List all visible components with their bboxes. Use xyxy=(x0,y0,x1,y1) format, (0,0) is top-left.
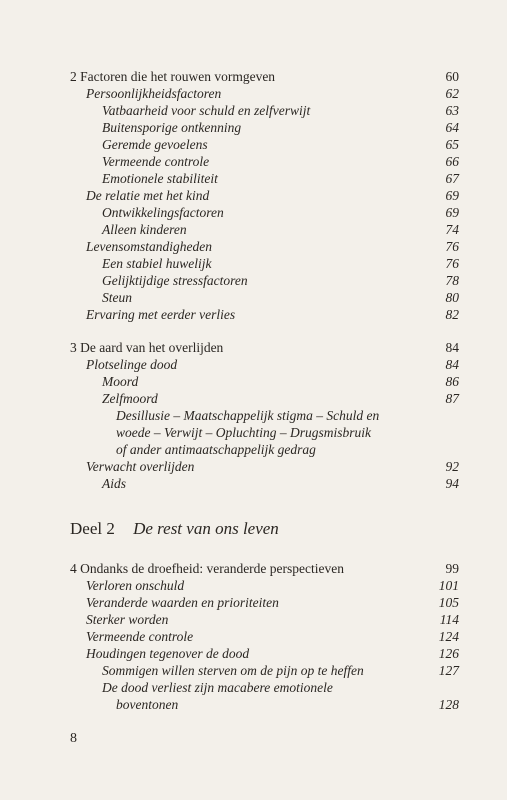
toc-entry: Ontwikkelingsfactoren 69 xyxy=(102,205,459,220)
toc-entry: Aids 94 xyxy=(102,476,459,491)
toc-entry: Vermeende controle 66 xyxy=(102,154,459,169)
toc-entry: Ervaring met eerder verlies 82 xyxy=(86,307,459,322)
toc-entry: Veranderde waarden en prioriteiten 105 xyxy=(86,595,459,610)
toc-entry: Steun 80 xyxy=(102,290,459,305)
toc-entry: Vermeende controle 124 xyxy=(86,629,459,644)
part-number: Deel 2 xyxy=(70,519,115,538)
toc-entry-continuation: boventonen 128 xyxy=(116,697,459,712)
toc-entry: De dood verliest zijn macabere emotionele xyxy=(102,680,333,695)
part-heading xyxy=(70,518,279,540)
page-number: 84 xyxy=(445,340,459,355)
toc-subtopics-line: Desillusie – Maatschappelijk stigma – Schuld en xyxy=(116,408,380,423)
toc-subtopics-line: woede – Verwijt – Opluchting – Drugsmisbruik xyxy=(116,425,371,440)
toc-entry: Buitensporige ontkenning 64 xyxy=(102,120,459,135)
toc-entry: Verwacht overlijden 92 xyxy=(86,459,459,474)
toc-entry: Gelijktijdige stressfactoren 78 xyxy=(102,273,459,288)
part-title: De rest van ons leven xyxy=(133,519,279,538)
toc-entry: Een stabiel huwelijk 76 xyxy=(102,256,459,271)
page-folio: 8 xyxy=(70,731,77,746)
toc-entry: Geremde gevoelens 65 xyxy=(102,137,459,152)
toc-chapter-3 xyxy=(0,339,507,356)
chapter-title: 3 De aard van het overlijden xyxy=(70,340,224,355)
toc-chapter-2 xyxy=(0,68,507,85)
toc-entry: Moord 86 xyxy=(102,374,459,389)
toc-entry: Persoonlijkheidsfactoren 62 xyxy=(86,86,459,101)
page-number: 99 xyxy=(445,561,459,576)
toc-entry: Houdingen tegenover de dood 126 xyxy=(86,646,459,661)
toc-subtopics-line: of ander antimaatschappelijk gedrag xyxy=(116,442,316,457)
page-number: 60 xyxy=(445,69,459,84)
toc-entry: Emotionele stabiliteit 67 xyxy=(102,171,459,186)
toc-entry: Verloren onschuld 101 xyxy=(86,578,459,593)
toc-entry: Sterker worden 114 xyxy=(86,612,459,627)
toc-entry: Plotselinge dood 84 xyxy=(86,357,459,372)
chapter-title: 2 Factoren die het rouwen vormgeven xyxy=(70,69,276,84)
toc-entry: Levensomstandigheden 76 xyxy=(86,239,459,254)
chapter-title: 4 Ondanks de droefheid: veranderde perspectieven xyxy=(70,561,345,576)
toc-entry: Alleen kinderen 74 xyxy=(102,222,459,237)
toc-entry: Vatbaarheid voor schuld en zelfverwijt 63 xyxy=(102,103,459,118)
toc-entry: Sommigen willen sterven om de pijn op te heffen 127 xyxy=(102,663,459,678)
toc-chapter-4 xyxy=(0,560,507,577)
toc-entry: De relatie met het kind 69 xyxy=(86,188,459,203)
toc-entry: Zelfmoord 87 xyxy=(102,391,459,406)
